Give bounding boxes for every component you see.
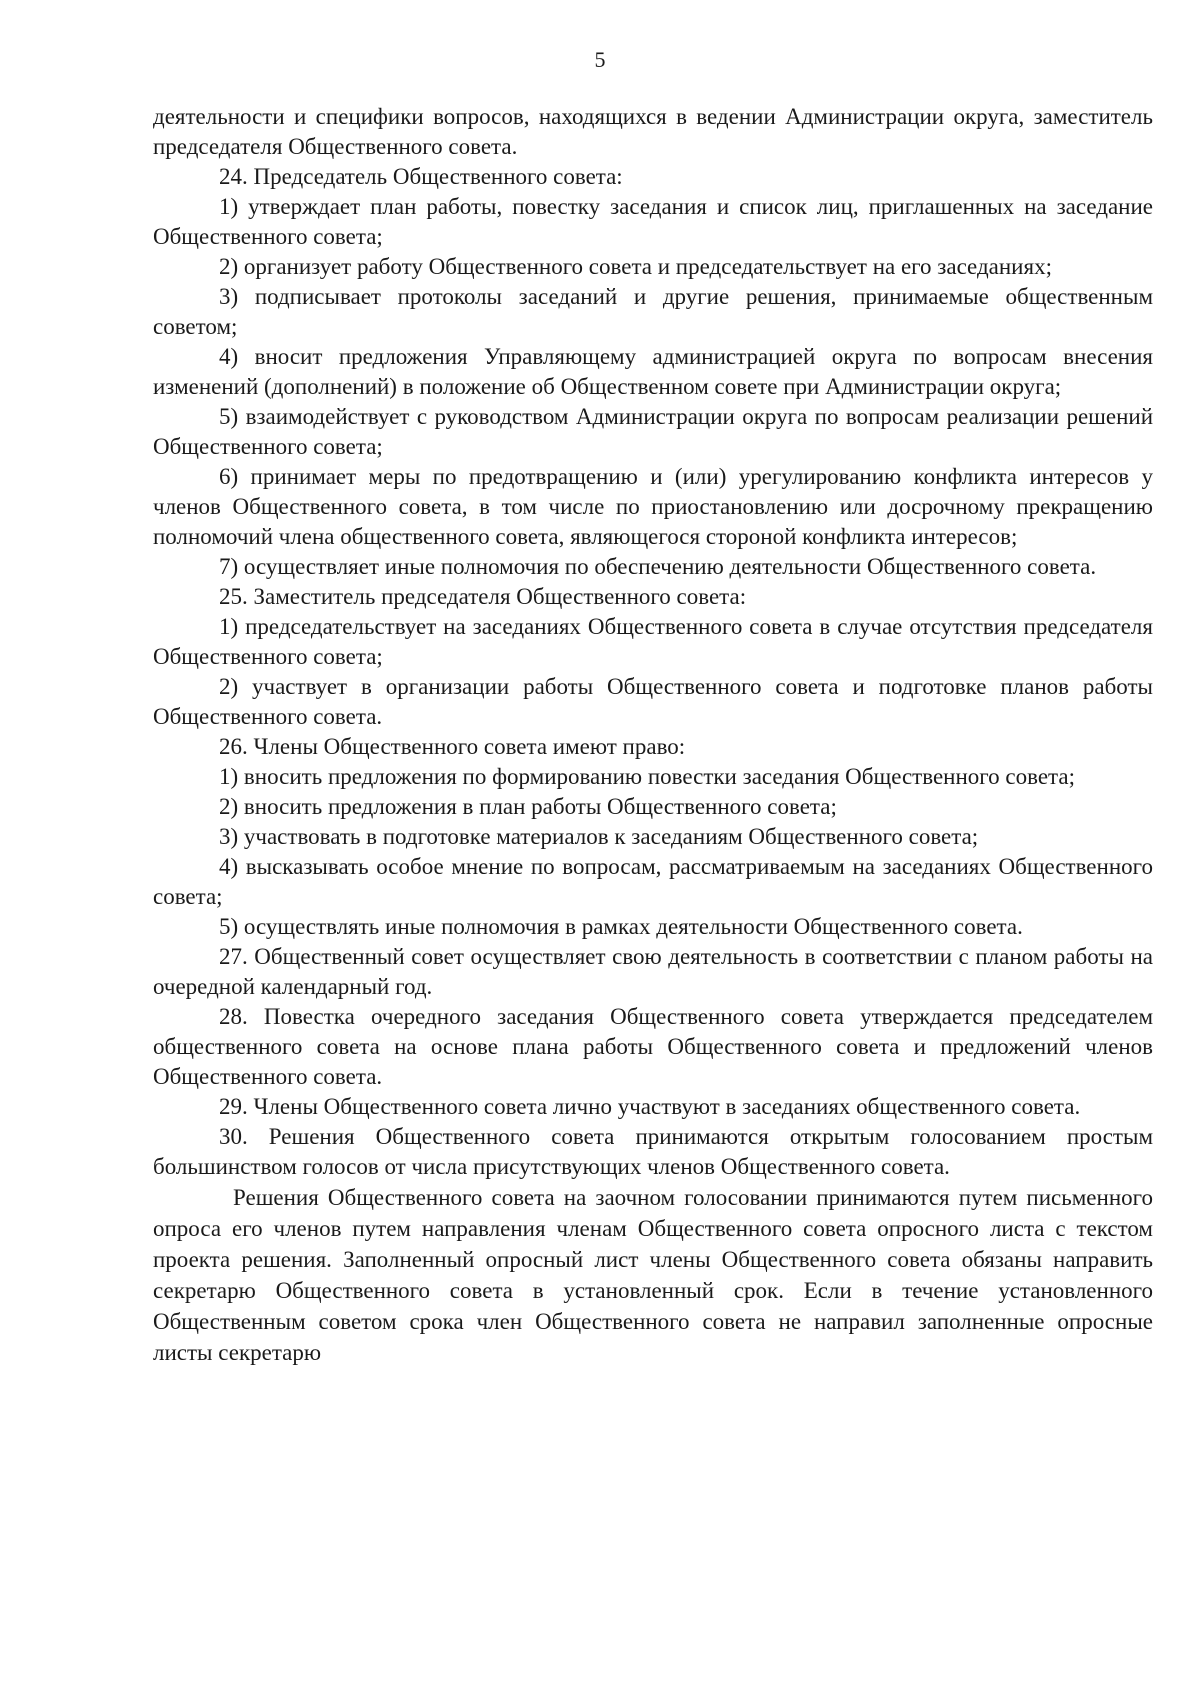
page-number: 5: [594, 47, 606, 72]
clause-24-item-2: 2) организует работу Общественного совета и председательствует на его заседаниях;: [219, 254, 1052, 279]
clause-27: 27. Общественный совет осуществляет свою деятельность в соответствии с планом работы на очередной календарный год.: [153, 944, 1153, 999]
clause-24-item-1: 1) утверждает план работы, повестку заседания и список лиц, приглашенных на заседание Общественного совета;: [153, 194, 1153, 249]
paragraph-continuation: деятельности и специфики вопросов, находящихся в ведении Администрации округа, заместитель председателя Общественного совета.: [153, 104, 1153, 159]
clause-25-heading: 25. Заместитель председателя Общественного совета:: [219, 584, 747, 609]
clause-26-item-4: 4) высказывать особое мнение по вопросам, рассматриваемым на заседаниях Общественного совета;: [153, 854, 1153, 909]
clause-25-item-2: 2) участвует в организации работы Общественного совета и подготовке планов работы Общественного совета.: [153, 674, 1153, 729]
clause-24-item-6: 6) принимает меры по предотвращению и (или) урегулированию конфликта интересов у членов Общественного совета, в том числе по приостановлению или досрочному прекращению полномочий члена общественного совета, являющегося стороной конфликта интересов;: [153, 464, 1153, 549]
clause-28: 28. Повестка очередного заседания Общественного совета утверждается председателем общественного совета на основе плана работы Общественного совета и предложений членов Общественного совета.: [153, 1004, 1153, 1089]
clause-25-item-1: 1) председательствует на заседаниях Общественного совета в случае отсутствия председателя Общественного совета;: [153, 614, 1153, 669]
clause-24-item-7: 7) осуществляет иные полномочия по обеспечению деятельности Общественного совета.: [219, 554, 1097, 579]
clause-30: 30. Решения Общественного совета принимаются открытым голосованием простым большинством голосов от числа присутствующих членов Общественного совета.: [153, 1124, 1153, 1179]
clause-24-item-3: 3) подписывает протоколы заседаний и другие решения, принимаемые общественным советом;: [153, 284, 1153, 339]
clause-26-item-2: 2) вносить предложения в план работы Общественного совета;: [219, 794, 837, 819]
clause-24-item-4: 4) вносит предложения Управляющему администрацией округа по вопросам внесения изменений (дополнений) в положение об Общественном совете при Администрации округа;: [153, 344, 1153, 399]
clause-26-heading: 26. Члены Общественного совета имеют право:: [219, 734, 686, 759]
clause-26-item-3: 3) участвовать в подготовке материалов к заседаниям Общественного совета;: [219, 824, 979, 849]
clause-29: 29. Члены Общественного совета лично участвуют в заседаниях общественного совета.: [219, 1094, 1081, 1119]
clause-26-item-5: 5) осуществлять иные полномочия в рамках деятельности Общественного совета.: [219, 914, 1023, 939]
clause-24-item-5: 5) взаимодействует с руководством Администрации округа по вопросам реализации решений Общественного совета;: [153, 404, 1153, 459]
document-body: [153, 102, 1153, 1368]
clause-24-heading: 24. Председатель Общественного совета:: [219, 164, 623, 189]
clause-30-absentee-voting: Решения Общественного совета на заочном голосовании принимаются путем письменного опроса его членов путем направления членам Общественного совета опросного листа с текстом проекта решения. Заполненный опросный лист члены Общественного совета обязаны направить секретарю Общественного совета в установленный срок. Если в течение установленного Общественным советом срока член Общественного совета не направил заполненные опросные листы секретарю: [153, 1185, 1153, 1365]
clause-26-item-1: 1) вносить предложения по формированию повестки заседания Общественного совета;: [219, 764, 1075, 789]
